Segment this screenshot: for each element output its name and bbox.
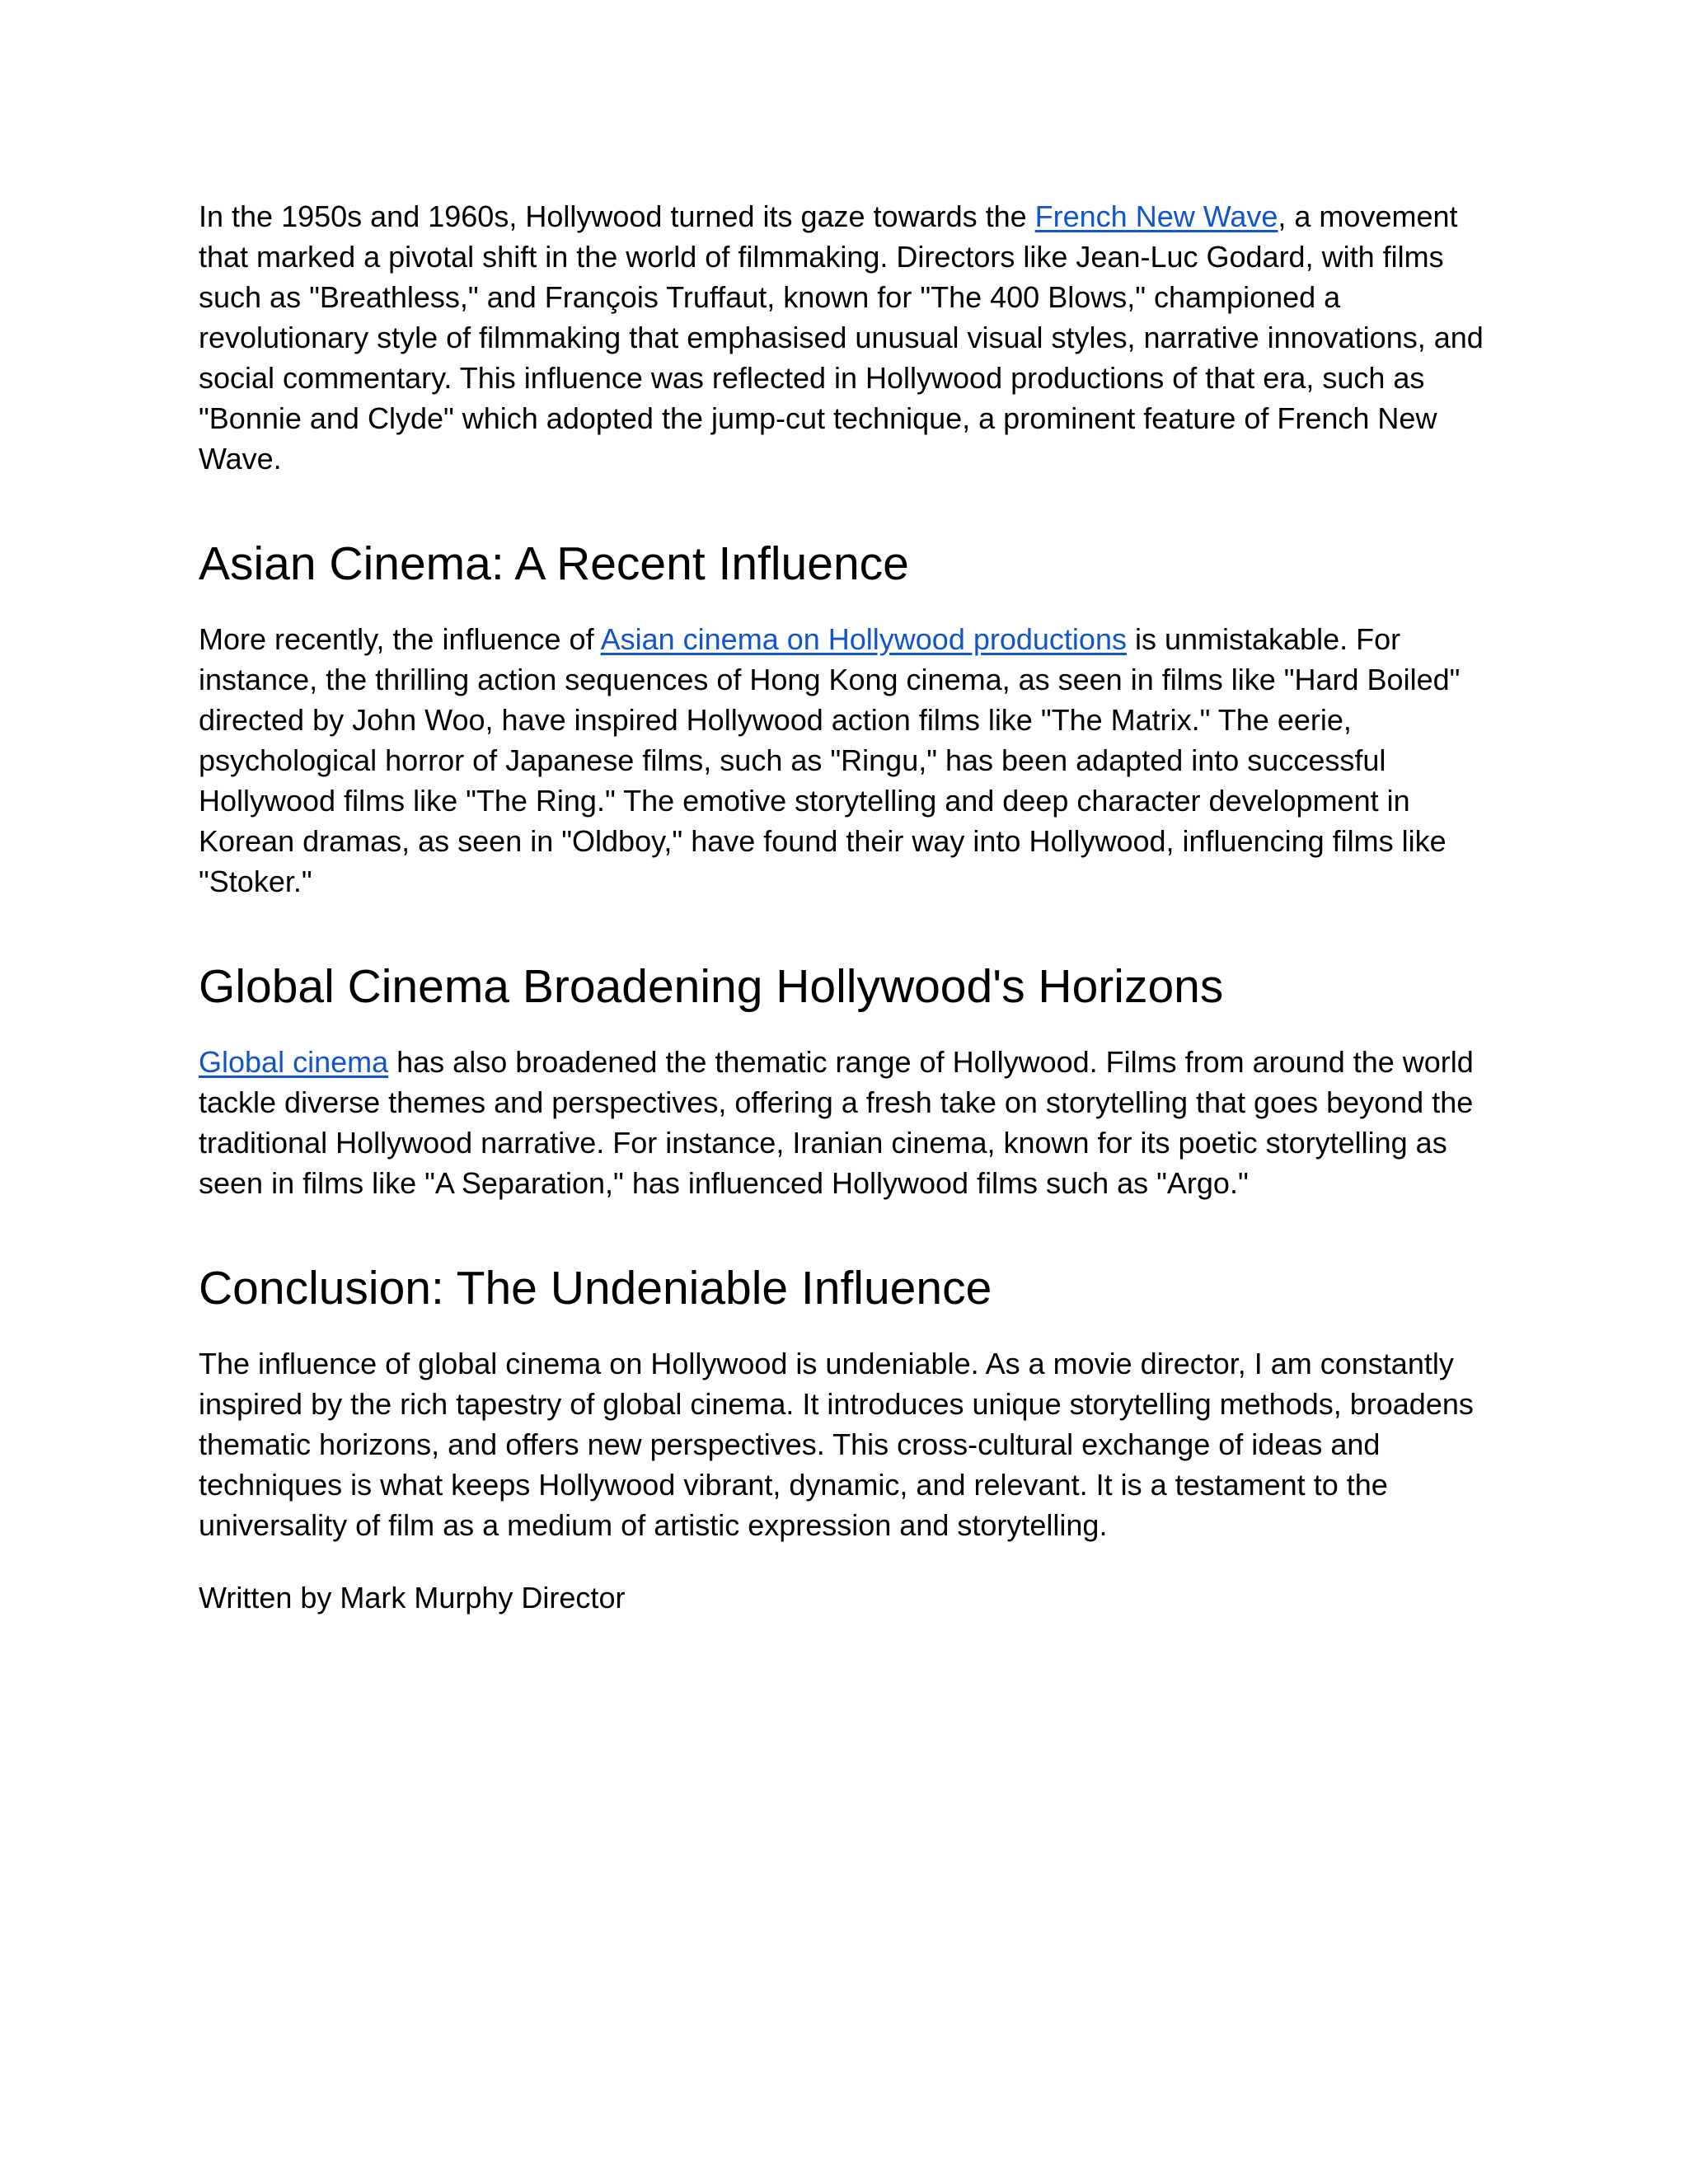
paragraph-text: , a movement that marked a pivotal shift in the world of filmmaking. Directors like Jean-Luc Godard, with films such as "Breathless," and François Truffaut, known for "The 400 Blows," championed a revolutionary style of filmmaking that emphasised unusual visual styles, narrative innovations, and social commentary. This influence was reflected in Hollywood productions of that era, such as "Bonnie and Clyde" which adopted the jump-cut technique, a prominent feature of French New Wave. xyxy=(199,199,1484,476)
paragraph-asian-cinema xyxy=(199,619,1493,902)
document-body xyxy=(199,196,1493,1618)
paragraph-french-new-wave xyxy=(199,196,1493,479)
heading-conclusion: Conclusion: The Undeniable Influence xyxy=(199,1262,992,1315)
paragraph-text: is unmistakable. For instance, the thrilling action sequences of Hong Kong cinema, as seen in films like "Hard Boiled" directed by John Woo, have inspired Hollywood action films like "The Matrix." The eerie, psychological horror of Japanese films, such as "Ringu," has been adapted into successful Hollywood films like "The Ring." The emotive storytelling and deep character development in Korean dramas, as seen in "Oldboy," have found their way into Hollywood, influencing films like "Stoker." xyxy=(199,622,1461,898)
paragraph-conclusion: The influence of global cinema on Hollywood is undeniable. As a movie director, I am constantly inspired by the rich tapestry of global cinema. It introduces unique storytelling methods, broadens thematic horizons, and offers new perspectives. This cross-cultural exchange of ideas and techniques is what keeps Hollywood vibrant, dynamic, and relevant. It is a testament to the universality of film as a medium of artistic expression and storytelling. xyxy=(199,1347,1474,1542)
link-asian-cinema[interactable]: Asian cinema on Hollywood productions xyxy=(600,622,1127,656)
link-global-cinema[interactable]: Global cinema xyxy=(199,1045,389,1079)
paragraph-text: has also broadened the thematic range of Hollywood. Films from around the world tackle diverse themes and perspectives, offering a fresh take on storytelling that goes beyond the traditional Hollywood narrative. For instance, Iranian cinema, known for its poetic storytelling as seen in films like "A Separation," has influenced Hollywood films such as "Argo." xyxy=(199,1045,1474,1200)
link-french-new-wave[interactable]: French New Wave xyxy=(1034,199,1278,233)
paragraph-global-cinema xyxy=(199,1042,1493,1203)
heading-asian-cinema: Asian Cinema: A Recent Influence xyxy=(199,537,909,590)
paragraph-text: More recently, the influence of xyxy=(199,622,601,656)
paragraph-text: In the 1950s and 1960s, Hollywood turned its gaze towards the xyxy=(199,199,1035,233)
byline: Written by Mark Murphy Director xyxy=(199,1581,626,1615)
heading-global-cinema: Global Cinema Broadening Hollywood's Horizons xyxy=(199,960,1224,1013)
